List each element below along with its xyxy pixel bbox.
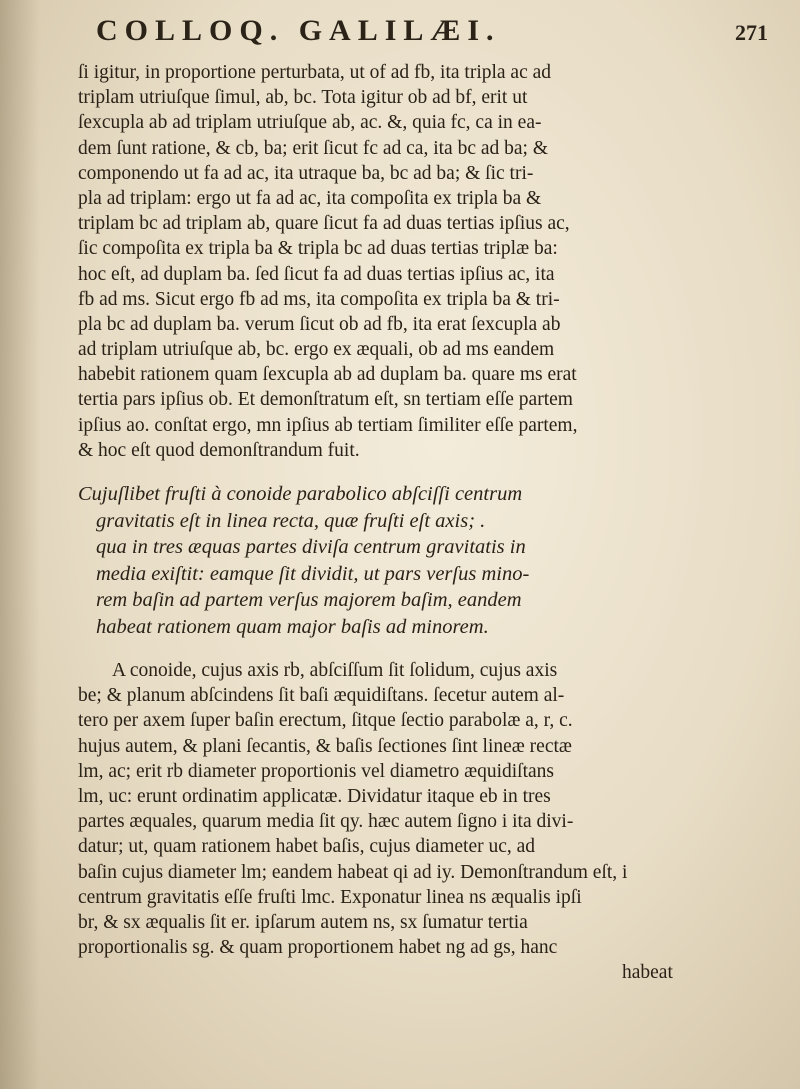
text-line: ipſius ao. conſtat ergo, mn ipſius ab tertiam ſimiliter eſſe partem, (78, 414, 578, 436)
body-text (62, 60, 762, 985)
text-line: pla ad triplam: ergo ut fa ad ac, ita compoſita ex tripla ba & (78, 187, 542, 209)
text-line: be; & planum abſcindens ſit baſi æquidiſtans. ſecetur autem al- (78, 685, 565, 707)
paragraph-gap (62, 463, 762, 481)
proposition-line: gravitatis eſt in linea recta, quæ fruſti eſt axis; . (96, 509, 486, 532)
proposition-line: media exiſtit: eamque ſit dividit, ut pars verſus mino- (96, 562, 530, 585)
proposition-line: qua in tres æquas partes diviſa centrum gravitatis in (96, 536, 526, 558)
text-line: lm, uc: erunt ordinatim applicatæ. Dividatur itaque eb in tres (78, 785, 551, 807)
text-line: A conoide, cujus axis rb, abſciſſum ſit ſolidum, cujus axis (112, 660, 558, 681)
text-line: ſic compoſita ex tripla ba & tripla bc ad duas tertias triplæ ba: (78, 238, 558, 260)
text-line: dem ſunt ratione, & cb, ba; erit ſicut fc ad ca, ita bc ad ba; & (78, 137, 548, 159)
text-line: triplam utriuſque ſimul, ab, bc. Tota igitur ob ad bf, erit ut (78, 87, 528, 109)
proposition-statement (62, 481, 762, 640)
text-line: hujus autem, & plani ſecantis, & baſis ſectiones ſint lineæ rectæ (78, 735, 572, 757)
text-line: br, & sx æqualis ſit er. ipſarum autem ns, sx ſumatur tertia (78, 911, 528, 933)
page-gutter-shadow (0, 0, 40, 1089)
text-line: lm, ac; erit rb diameter proportionis vel diametro æquidiſtans (78, 760, 555, 782)
running-head: COLLOQ. GALILÆI. (96, 14, 501, 47)
text-line: tero per axem ſuper baſin erectum, ſitque ſectio parabolæ a, r, c. (78, 710, 573, 732)
text-line: baſin cujus diameter lm; eandem habeat qi ad iy. Demonſtrandum eſt, i (78, 861, 628, 883)
text-line: fb ad ms. Sicut ergo fb ad ms, ita compoſita ex tripla ba & tri- (78, 288, 560, 310)
text-line: partes æquales, quarum media ſit qy. hæc autem ſigno i ita divi- (78, 811, 574, 833)
text-line: hoc eſt, ad duplam ba. ſed ſicut fa ad duas tertias ipſius ac, ita (78, 263, 555, 285)
text-line: ſi igitur, in proportione perturbata, ut of ad fb, ita tripla ac ad (78, 62, 552, 83)
page-header (86, 14, 776, 54)
text-line: habebit rationem quam ſexcupla ab ad duplam ba. quare ms erat (78, 364, 577, 386)
text-line: triplam bc ad triplam ab, quare ſicut fa ad duas tertias ipſius ac, (78, 213, 570, 235)
text-line: componendo ut fa ad ac, ita utraque ba, bc ad ba; & ſic tri- (78, 162, 534, 184)
page-number: 271 (735, 20, 768, 45)
catchword: habeat (622, 962, 673, 984)
proposition-line: Cujuſlibet fruſti à conoide parabolico abſciſſi centrum (78, 483, 523, 505)
proposition-line: rem baſin ad partem verſus majorem baſim, eandem (96, 589, 522, 611)
text-line: & hoc eſt quod demonſtrandum fuit. (78, 439, 360, 461)
proposition-line: habeat rationem quam major baſis ad minorem. (96, 615, 489, 638)
text-line: pla bc ad duplam ba. verum ſicut ob ad fb, ita erat ſexcupla ab (78, 313, 561, 335)
text-line: ſexcupla ab ad triplam utriuſque ab, ac. &, quia fc, ca in ea- (78, 112, 542, 134)
text-line: proportionalis sg. & quam proportionem habet ng ad gs, hanc (78, 937, 558, 959)
text-line: tertia pars ipſius ob. Et demonſtratum eſt, sn tertiam eſſe partem (78, 389, 573, 411)
text-line: ad triplam utriuſque ab, bc. ergo ex æquali, ob ad ms eandem (78, 339, 555, 361)
paragraph-demonstration-end (62, 60, 762, 463)
paragraph-gap (62, 640, 762, 658)
text-line: datur; ut, quam rationem habet baſis, cujus diameter uc, ad (78, 836, 536, 858)
text-line: centrum gravitatis eſſe fruſti lmc. Exponatur linea ns æqualis ipſi (78, 886, 582, 908)
paragraph-demonstration (62, 658, 762, 985)
